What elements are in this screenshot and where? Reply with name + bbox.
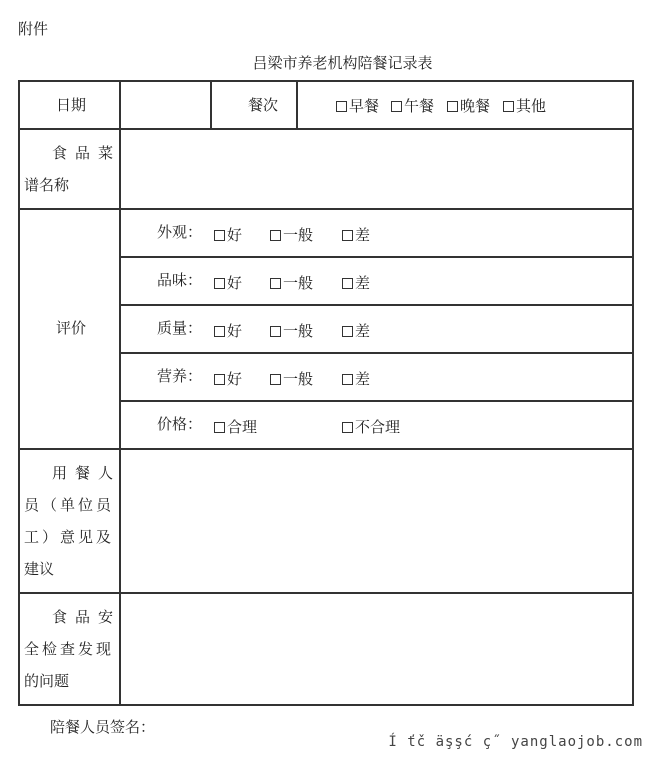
checkbox-icon[interactable] xyxy=(214,230,225,241)
checkbox-icon[interactable] xyxy=(391,101,402,112)
rating-taste-good[interactable]: 好 xyxy=(214,272,242,293)
checkbox-icon[interactable] xyxy=(342,374,353,385)
checkbox-icon[interactable] xyxy=(342,230,353,241)
feedback-label-line1: 用餐人 xyxy=(52,464,122,482)
menu-label-line1: 食品菜 xyxy=(52,144,122,162)
meal-option-other[interactable]: 其他 xyxy=(503,95,546,116)
checkbox-icon[interactable] xyxy=(270,278,281,289)
rating-taste-label: 品味： xyxy=(157,271,203,289)
rating-taste-poor[interactable]: 差 xyxy=(342,272,370,293)
rating-taste-average[interactable]: 一般 xyxy=(270,272,313,293)
rating-quality-good[interactable]: 好 xyxy=(214,320,242,341)
watermark: Í ťč äşşć ç˝ yanglaojob.com xyxy=(388,734,643,750)
safety-label-line1: 食品安 xyxy=(52,608,122,626)
checkbox-icon[interactable] xyxy=(270,230,281,241)
feedback-label-line4: 建议 xyxy=(24,560,55,578)
rating-nutrition-average[interactable]: 一般 xyxy=(270,368,313,389)
rating-appearance-label: 外观： xyxy=(157,223,203,241)
safety-label-line2: 全检查发现 xyxy=(24,640,115,658)
attachment-label: 附件 xyxy=(18,20,49,38)
checkbox-icon[interactable] xyxy=(214,422,225,433)
rating-nutrition-good[interactable]: 好 xyxy=(214,368,242,389)
checkbox-icon[interactable] xyxy=(270,326,281,337)
rating-nutrition-label: 营养： xyxy=(157,367,203,385)
date-label: 日期 xyxy=(56,96,87,114)
checkbox-icon[interactable] xyxy=(214,278,225,289)
checkbox-icon[interactable] xyxy=(447,101,458,112)
checkbox-icon[interactable] xyxy=(214,326,225,337)
rating-appearance-poor[interactable]: 差 xyxy=(342,224,370,245)
meal-option-dinner[interactable]: 晚餐 xyxy=(447,95,490,116)
safety-label-line3: 的问题 xyxy=(24,672,70,690)
meal-label: 餐次 xyxy=(248,96,279,114)
evaluation-label: 评价 xyxy=(56,319,87,337)
rating-nutrition-poor[interactable]: 差 xyxy=(342,368,370,389)
rating-appearance-good[interactable]: 好 xyxy=(214,224,242,245)
checkbox-icon[interactable] xyxy=(270,374,281,385)
rating-appearance-average[interactable]: 一般 xyxy=(270,224,313,245)
rating-price-reasonable[interactable]: 合理 xyxy=(214,416,257,437)
checkbox-icon[interactable] xyxy=(342,422,353,433)
rating-quality-poor[interactable]: 差 xyxy=(342,320,370,341)
menu-label-line2: 谱名称 xyxy=(24,176,70,194)
rating-price-unreasonable[interactable]: 不合理 xyxy=(342,416,400,437)
feedback-label-line3: 工）意见及 xyxy=(24,528,115,546)
form-title: 吕梁市养老机构陪餐记录表 xyxy=(252,54,433,72)
checkbox-icon[interactable] xyxy=(503,101,514,112)
rating-quality-label: 质量： xyxy=(157,319,203,337)
feedback-label-line2: 员（单位员 xyxy=(24,496,115,514)
rating-quality-average[interactable]: 一般 xyxy=(270,320,313,341)
checkbox-icon[interactable] xyxy=(342,326,353,337)
meal-option-breakfast[interactable]: 早餐 xyxy=(336,95,379,116)
rating-price-label: 价格： xyxy=(157,415,203,433)
checkbox-icon[interactable] xyxy=(336,101,347,112)
checkbox-icon[interactable] xyxy=(342,278,353,289)
signature-label: 陪餐人员签名： xyxy=(50,718,156,736)
checkbox-icon[interactable] xyxy=(214,374,225,385)
meal-option-lunch[interactable]: 午餐 xyxy=(391,95,434,116)
